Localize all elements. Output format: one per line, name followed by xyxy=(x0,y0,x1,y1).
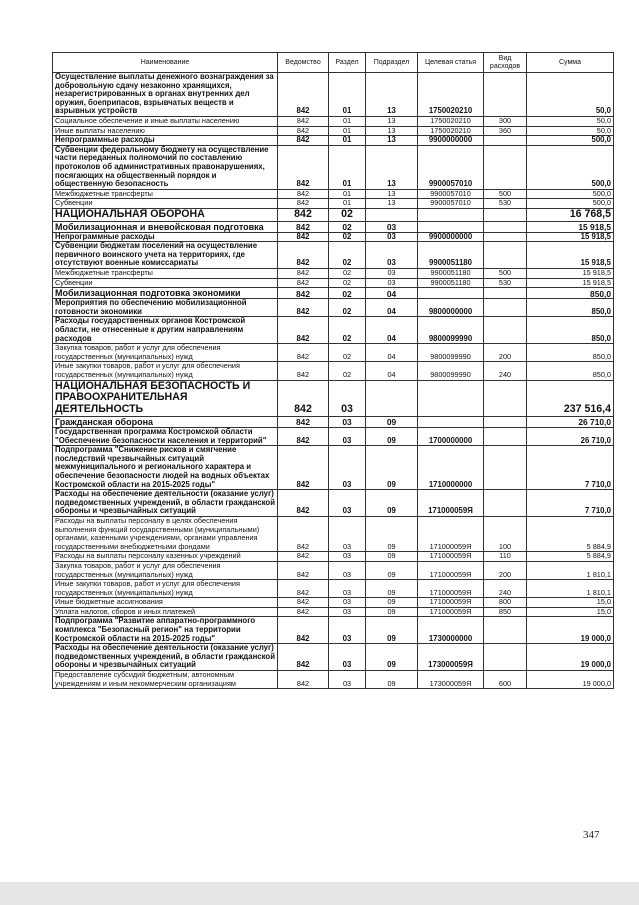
budget-table xyxy=(52,52,614,689)
row-department: 842 xyxy=(278,221,329,232)
table-row xyxy=(53,189,614,199)
row-sum: 500,0 xyxy=(527,199,614,209)
row-target: 171000059Я xyxy=(418,607,484,617)
header-sum: Сумма xyxy=(527,53,614,73)
table-row xyxy=(53,598,614,608)
row-target: 9900000000 xyxy=(418,136,484,146)
row-name: Государственная программа Костромской области "Обеспечение безопасности населения и территорий" xyxy=(53,428,278,446)
row-sum: 500,0 xyxy=(527,136,614,146)
table-row xyxy=(53,199,614,209)
row-name: Иные бюджетные ассигнования xyxy=(53,598,278,608)
row-department: 842 xyxy=(278,208,329,221)
row-subsection: 13 xyxy=(366,145,418,189)
table-row xyxy=(53,516,614,551)
row-name: Непрограммные расходы xyxy=(53,232,278,242)
row-department: 842 xyxy=(278,561,329,579)
row-department: 842 xyxy=(278,116,329,126)
row-name: Осуществление выплаты денежного вознаграждения за добровольную сдачу незаконно хранящихся, незарегистрированных в органах внутренних дел оружия, боеприпасов, взрывчатых веществ и взрывных устройств xyxy=(53,73,278,117)
row-section: 03 xyxy=(329,380,366,416)
row-name: Расходы на обеспечение деятельности (оказание услуг) подведомственных учреждений, в области гражданской обороны и чрезвычайных ситуаций xyxy=(53,490,278,517)
table-row xyxy=(53,671,614,689)
row-name: Расходы на выплаты персоналу в целях обеспечения выполнения функций государственными (муниципальными) органами, казенными учреждениями, органами управления государственными внебюджетными фондами xyxy=(53,516,278,551)
row-target: 171000059Я xyxy=(418,598,484,608)
row-section: 02 xyxy=(329,208,366,221)
row-department: 842 xyxy=(278,362,329,380)
row-department: 842 xyxy=(278,317,329,344)
row-target: 1750020210 xyxy=(418,73,484,117)
row-expense-type xyxy=(484,208,527,221)
row-subsection: 09 xyxy=(366,428,418,446)
row-expense-type: 200 xyxy=(484,344,527,362)
row-section: 03 xyxy=(329,417,366,428)
row-section: 01 xyxy=(329,73,366,117)
table-row xyxy=(53,561,614,579)
row-department: 842 xyxy=(278,617,329,644)
row-expense-type: 200 xyxy=(484,561,527,579)
table-row xyxy=(53,644,614,671)
row-target: 1750020210 xyxy=(418,116,484,126)
row-subsection: 04 xyxy=(366,362,418,380)
table-row xyxy=(53,362,614,380)
row-section: 03 xyxy=(329,490,366,517)
row-name: Непрограммные расходы xyxy=(53,136,278,146)
row-section: 02 xyxy=(329,362,366,380)
row-section: 01 xyxy=(329,136,366,146)
row-name: Межбюджетные трансферты xyxy=(53,189,278,199)
row-department: 842 xyxy=(278,199,329,209)
row-name: Иные закупки товаров, работ и услуг для обеспечения государственных (муниципальных) нужд xyxy=(53,362,278,380)
row-subsection: 13 xyxy=(366,116,418,126)
row-subsection xyxy=(366,208,418,221)
row-expense-type xyxy=(484,417,527,428)
table-row xyxy=(53,580,614,598)
row-sum: 237 516,4 xyxy=(527,380,614,416)
row-expense-type: 800 xyxy=(484,598,527,608)
row-name: Межбюджетные трансферты xyxy=(53,269,278,279)
row-name: Субвенции федеральному бюджету на осуществление части переданных полномочий по составлению протоколов об административных правонарушениях, посягающих на общественный порядок и общественную безопасность xyxy=(53,145,278,189)
row-sum: 1 810,1 xyxy=(527,561,614,579)
header-subsection: Подраздел xyxy=(366,53,418,73)
row-target: 9900051180 xyxy=(418,269,484,279)
row-name: НАЦИОНАЛЬНАЯ БЕЗОПАСНОСТЬ И ПРАВООХРАНИТЕЛЬНАЯ ДЕЯТЕЛЬНОСТЬ xyxy=(53,380,278,416)
row-department: 842 xyxy=(278,242,329,269)
row-target: 9900057010 xyxy=(418,199,484,209)
row-department: 842 xyxy=(278,288,329,299)
table-row xyxy=(53,208,614,221)
row-department: 842 xyxy=(278,380,329,416)
table-row xyxy=(53,299,614,317)
row-section: 02 xyxy=(329,288,366,299)
table-row xyxy=(53,446,614,490)
row-department: 842 xyxy=(278,126,329,136)
row-sum: 15,0 xyxy=(527,598,614,608)
row-sum: 26 710,0 xyxy=(527,417,614,428)
row-expense-type: 300 xyxy=(484,116,527,126)
row-name: Закупка товаров, работ и услуг для обеспечения государственных (муниципальных) нужд xyxy=(53,344,278,362)
row-sum: 19 000,0 xyxy=(527,644,614,671)
table-row xyxy=(53,380,614,416)
row-expense-type: 530 xyxy=(484,278,527,288)
row-sum: 1 810,1 xyxy=(527,580,614,598)
row-subsection: 09 xyxy=(366,552,418,562)
row-subsection: 03 xyxy=(366,269,418,279)
row-target xyxy=(418,221,484,232)
row-target: 9900000000 xyxy=(418,232,484,242)
row-sum: 15 918,5 xyxy=(527,232,614,242)
row-sum: 19 000,0 xyxy=(527,617,614,644)
row-section: 02 xyxy=(329,299,366,317)
header-department: Ведомство xyxy=(278,53,329,73)
row-expense-type xyxy=(484,490,527,517)
row-section: 02 xyxy=(329,317,366,344)
row-target: 1700000000 xyxy=(418,428,484,446)
row-section: 02 xyxy=(329,232,366,242)
row-expense-type xyxy=(484,380,527,416)
header-target: Целевая статья xyxy=(418,53,484,73)
row-name: Мероприятия по обеспечению мобилизационной готовности экономики xyxy=(53,299,278,317)
row-section: 02 xyxy=(329,242,366,269)
row-subsection: 13 xyxy=(366,73,418,117)
row-name: Субвенции xyxy=(53,278,278,288)
row-target: 171000059Я xyxy=(418,516,484,551)
row-subsection: 04 xyxy=(366,344,418,362)
row-target: 171000059Я xyxy=(418,561,484,579)
row-subsection: 09 xyxy=(366,580,418,598)
row-department: 842 xyxy=(278,644,329,671)
row-expense-type: 530 xyxy=(484,199,527,209)
row-expense-type: 240 xyxy=(484,362,527,380)
row-sum: 15 918,5 xyxy=(527,278,614,288)
table-row xyxy=(53,232,614,242)
row-section: 01 xyxy=(329,126,366,136)
table-row xyxy=(53,490,614,517)
header-name: Наименование xyxy=(53,53,278,73)
row-target: 9800099990 xyxy=(418,344,484,362)
row-subsection: 09 xyxy=(366,446,418,490)
row-department: 842 xyxy=(278,189,329,199)
row-department: 842 xyxy=(278,278,329,288)
table-row xyxy=(53,288,614,299)
row-subsection: 04 xyxy=(366,317,418,344)
row-subsection: 09 xyxy=(366,490,418,517)
row-name: Подпрограмма "Снижение рисков и смягчение последствий чрезвычайных ситуаций межмуниципального и регионального характера и обеспечение безопасности людей на водных объектах Костромской области на 2015-2025 годы" xyxy=(53,446,278,490)
row-sum: 15 918,5 xyxy=(527,269,614,279)
row-expense-type: 500 xyxy=(484,269,527,279)
row-sum: 5 884,9 xyxy=(527,552,614,562)
row-sum: 15 918,5 xyxy=(527,242,614,269)
row-section: 02 xyxy=(329,344,366,362)
table-header-row xyxy=(53,53,614,73)
row-sum: 850,0 xyxy=(527,288,614,299)
row-name: Предоставление субсидий бюджетным, автономным учреждениям и иным некоммерческим организациям xyxy=(53,671,278,689)
row-section: 03 xyxy=(329,671,366,689)
row-sum: 26 710,0 xyxy=(527,428,614,446)
row-name: Гражданская оборона xyxy=(53,417,278,428)
table-row xyxy=(53,136,614,146)
row-expense-type: 850 xyxy=(484,607,527,617)
row-expense-type xyxy=(484,617,527,644)
table-row xyxy=(53,221,614,232)
row-sum: 850,0 xyxy=(527,299,614,317)
row-target xyxy=(418,288,484,299)
row-sum: 850,0 xyxy=(527,344,614,362)
row-expense-type: 600 xyxy=(484,671,527,689)
row-name: НАЦИОНАЛЬНАЯ ОБОРОНА xyxy=(53,208,278,221)
row-department: 842 xyxy=(278,73,329,117)
row-sum: 7 710,0 xyxy=(527,490,614,517)
row-department: 842 xyxy=(278,428,329,446)
table-row xyxy=(53,116,614,126)
row-name: Мобилизационная подготовка экономики xyxy=(53,288,278,299)
row-expense-type xyxy=(484,446,527,490)
row-subsection: 09 xyxy=(366,516,418,551)
row-subsection: 09 xyxy=(366,644,418,671)
row-section: 03 xyxy=(329,598,366,608)
row-expense-type: 100 xyxy=(484,516,527,551)
row-subsection: 03 xyxy=(366,232,418,242)
row-section: 02 xyxy=(329,221,366,232)
table-row xyxy=(53,278,614,288)
row-subsection: 09 xyxy=(366,617,418,644)
row-name: Расходы на выплаты персоналу казенных учреждений xyxy=(53,552,278,562)
row-section: 01 xyxy=(329,116,366,126)
row-sum: 500,0 xyxy=(527,145,614,189)
row-department: 842 xyxy=(278,232,329,242)
row-subsection: 13 xyxy=(366,136,418,146)
row-name: Расходы на обеспечение деятельности (оказание услуг) подведомственных учреждений, в области гражданской обороны и чрезвычайных ситуаций xyxy=(53,644,278,671)
row-department: 842 xyxy=(278,344,329,362)
row-expense-type: 240 xyxy=(484,580,527,598)
row-sum: 500,0 xyxy=(527,189,614,199)
row-department: 842 xyxy=(278,671,329,689)
header-expense-type: Вид расходов xyxy=(484,53,527,73)
row-name: Мобилизационная и вневойсковая подготовка xyxy=(53,221,278,232)
row-expense-type xyxy=(484,242,527,269)
table-row xyxy=(53,269,614,279)
row-subsection: 04 xyxy=(366,288,418,299)
row-subsection: 13 xyxy=(366,126,418,136)
table-row xyxy=(53,552,614,562)
table-row xyxy=(53,145,614,189)
row-sum: 50,0 xyxy=(527,116,614,126)
row-section: 03 xyxy=(329,617,366,644)
row-expense-type: 500 xyxy=(484,189,527,199)
row-department: 842 xyxy=(278,299,329,317)
scan-edge xyxy=(0,882,639,905)
row-target xyxy=(418,417,484,428)
row-target: 171000059Я xyxy=(418,552,484,562)
row-sum: 850,0 xyxy=(527,317,614,344)
row-name: Иные закупки товаров, работ и услуг для обеспечения государственных (муниципальных) нужд xyxy=(53,580,278,598)
row-section: 01 xyxy=(329,199,366,209)
row-subsection: 13 xyxy=(366,199,418,209)
row-expense-type xyxy=(484,73,527,117)
row-section: 03 xyxy=(329,428,366,446)
row-section: 03 xyxy=(329,644,366,671)
row-target xyxy=(418,208,484,221)
row-department: 842 xyxy=(278,446,329,490)
row-target: 9900057010 xyxy=(418,145,484,189)
row-sum: 50,0 xyxy=(527,73,614,117)
row-subsection: 09 xyxy=(366,607,418,617)
table-row xyxy=(53,607,614,617)
table-row xyxy=(53,317,614,344)
row-subsection: 13 xyxy=(366,189,418,199)
row-subsection: 03 xyxy=(366,242,418,269)
row-sum: 16 768,5 xyxy=(527,208,614,221)
row-target: 9800000000 xyxy=(418,299,484,317)
row-expense-type xyxy=(484,145,527,189)
budget-page xyxy=(52,52,613,689)
row-target: 9900051180 xyxy=(418,278,484,288)
row-sum: 5 884,9 xyxy=(527,516,614,551)
row-department: 842 xyxy=(278,490,329,517)
row-target: 9900057010 xyxy=(418,189,484,199)
row-target: 9800099990 xyxy=(418,362,484,380)
row-target xyxy=(418,380,484,416)
row-target: 9800099990 xyxy=(418,317,484,344)
row-subsection: 09 xyxy=(366,598,418,608)
page-number: 347 xyxy=(583,829,600,841)
row-section: 03 xyxy=(329,580,366,598)
row-subsection: 04 xyxy=(366,299,418,317)
row-target: 1710000000 xyxy=(418,446,484,490)
row-expense-type xyxy=(484,299,527,317)
row-department: 842 xyxy=(278,136,329,146)
row-department: 842 xyxy=(278,598,329,608)
row-name: Уплата налогов, сборов и иных платежей xyxy=(53,607,278,617)
row-subsection: 03 xyxy=(366,278,418,288)
row-target: 9900051180 xyxy=(418,242,484,269)
row-sum: 19 000,0 xyxy=(527,671,614,689)
row-department: 842 xyxy=(278,516,329,551)
table-row xyxy=(53,73,614,117)
row-name: Расходы государственных органов Костромской области, не отнесенные к другим направлениям расходов xyxy=(53,317,278,344)
row-expense-type xyxy=(484,221,527,232)
row-name: Субвенции xyxy=(53,199,278,209)
row-subsection: 09 xyxy=(366,671,418,689)
row-department: 842 xyxy=(278,269,329,279)
row-target: 171000059Я xyxy=(418,490,484,517)
table-row xyxy=(53,617,614,644)
row-department: 842 xyxy=(278,580,329,598)
row-sum: 7 710,0 xyxy=(527,446,614,490)
row-name: Иные выплаты населению xyxy=(53,126,278,136)
row-expense-type xyxy=(484,428,527,446)
row-subsection xyxy=(366,380,418,416)
row-expense-type xyxy=(484,317,527,344)
row-sum: 15,0 xyxy=(527,607,614,617)
row-department: 842 xyxy=(278,552,329,562)
row-subsection: 03 xyxy=(366,221,418,232)
row-expense-type: 360 xyxy=(484,126,527,136)
row-name: Подпрограмма "Развитие аппаратно-программного комплекса "Безопасный регион" на территории Костромской области на 2015-2025 годы" xyxy=(53,617,278,644)
row-expense-type xyxy=(484,136,527,146)
row-name: Закупка товаров, работ и услуг для обеспечения государственных (муниципальных) нужд xyxy=(53,561,278,579)
row-section: 03 xyxy=(329,561,366,579)
row-sum: 15 918,5 xyxy=(527,221,614,232)
row-section: 02 xyxy=(329,278,366,288)
row-name: Социальное обеспечение и иные выплаты населению xyxy=(53,116,278,126)
row-section: 02 xyxy=(329,269,366,279)
row-target: 1730000000 xyxy=(418,617,484,644)
table-row xyxy=(53,242,614,269)
row-target: 171000059Я xyxy=(418,580,484,598)
row-target: 1750020210 xyxy=(418,126,484,136)
row-sum: 850,0 xyxy=(527,362,614,380)
row-subsection: 09 xyxy=(366,561,418,579)
row-expense-type xyxy=(484,644,527,671)
table-row xyxy=(53,126,614,136)
row-section: 03 xyxy=(329,552,366,562)
row-department: 842 xyxy=(278,145,329,189)
row-section: 01 xyxy=(329,189,366,199)
row-name: Субвенции бюджетам поселений на осуществление первичного воинского учета на территориях, где отсутствуют военные комиссариаты xyxy=(53,242,278,269)
row-department: 842 xyxy=(278,607,329,617)
row-expense-type xyxy=(484,232,527,242)
row-section: 01 xyxy=(329,145,366,189)
row-section: 03 xyxy=(329,446,366,490)
row-target: 173000059Я xyxy=(418,644,484,671)
table-row xyxy=(53,428,614,446)
row-section: 03 xyxy=(329,607,366,617)
row-section: 03 xyxy=(329,516,366,551)
row-expense-type: 110 xyxy=(484,552,527,562)
row-department: 842 xyxy=(278,417,329,428)
row-subsection: 09 xyxy=(366,417,418,428)
row-expense-type xyxy=(484,288,527,299)
row-target: 173000059Я xyxy=(418,671,484,689)
table-row xyxy=(53,417,614,428)
table-row xyxy=(53,344,614,362)
header-section: Раздел xyxy=(329,53,366,73)
row-sum: 50,0 xyxy=(527,126,614,136)
